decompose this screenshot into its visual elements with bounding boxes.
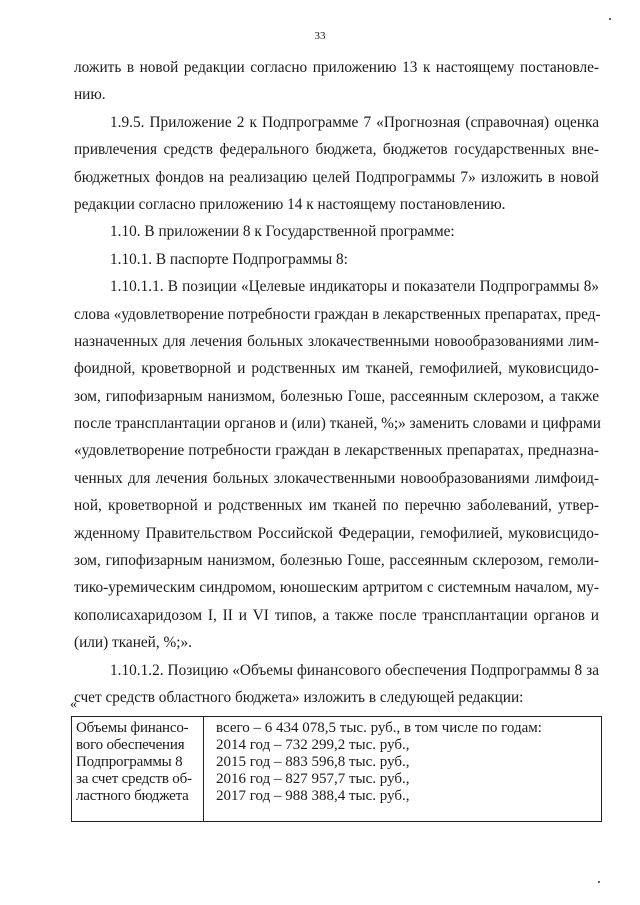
text-line: «удовлетворение потребности граждан в лекарственных препаратах, предназна-	[74, 442, 599, 460]
text-line: (или) тканей, %;».	[74, 634, 192, 652]
label-line: вого обеспечения	[76, 737, 185, 753]
financing-table	[71, 716, 602, 822]
label-line: ластного бюджета	[76, 788, 189, 804]
value-line: 2014 год – 732 299,2 тыс. руб.,	[216, 737, 410, 753]
text-line: ложить в новой редакции согласно приложению 13 к настоящему постановле-	[74, 59, 599, 76]
text-line: зом, гипофизарным нанизмом, болезнью Гоше, рассеянным склерозом, а также	[74, 387, 599, 405]
text-line: кополисахаридозом I, II и VI типов, а также после трансплантации органов и	[74, 606, 599, 624]
text-line: жденному Правительством Российской Федерации, гемофилией, муковисцидо-	[74, 524, 599, 542]
label-line: Объемы финансо-	[76, 720, 189, 736]
body-text	[74, 54, 599, 711]
label-line: за счет средств об-	[76, 771, 192, 787]
value-line: 2016 год – 827 957,7 тыс. руб.,	[216, 771, 410, 787]
text-line: 1.10.1. В паспорте Подпрограммы 8:	[110, 250, 348, 268]
text-line: 1.10.1.1. В позиции «Целевые индикаторы и показатели Подпрограммы 8»	[110, 278, 599, 296]
text-line: ченных для лечения больных злокачественными новообразованиями лимфоид-	[74, 469, 599, 487]
text-line: привлечения средств федерального бюджета, бюджетов государственных вне-	[74, 141, 599, 159]
opening-quote-mark: «	[70, 697, 77, 712]
text-line: редакции согласно приложению 14 к настоящему постановлению.	[74, 195, 506, 213]
text-line: бюджетных фондов на реализацию целей Подпрограммы 7» изложить в новой	[74, 168, 599, 186]
value-line: 2017 год – 988 388,4 тыс. руб.,	[216, 788, 410, 804]
text-line: ной, кроветворной и родственных им тканей по перечню заболеваний, утвер-	[74, 497, 599, 515]
scan-mark	[598, 881, 600, 883]
text-line: назначенных для лечения больных злокачественными новообразованиями лим-	[74, 332, 599, 350]
text-line: фоидной, кроветворной и родственных им тканей, гемофилией, муковисцидо-	[74, 360, 599, 378]
text-line: 1.10. В приложении 8 к Государственной программе:	[110, 223, 455, 241]
text-line: 1.10.1.2. Позицию «Объемы финансового обеспечения Подпрограммы 8 за	[110, 661, 599, 679]
text-line: зом, гипофизарным нанизмом, болезнью Гоше, рассеянным склерозом, гемоли-	[74, 552, 599, 570]
value-line: 2015 год – 883 596,8 тыс. руб.,	[216, 754, 410, 770]
scan-mark	[609, 18, 611, 20]
text-line: нию.	[74, 86, 106, 104]
label-line: Подпрограммы 8	[76, 754, 183, 770]
text-line: после трансплантации органов и (или) тканей, %;» заменить словами и цифрами	[74, 415, 601, 433]
text-line: 1.9.5. Приложение 2 к Подпрограмме 7 «Прогнозная (справочная) оценка	[110, 113, 599, 131]
text-line: тико-уремическим синдромом, юношеским артритом с системным началом, му-	[74, 579, 599, 597]
text-line: слова «удовлетворение потребности граждан в лекарственных препаратах, пред-	[74, 305, 601, 323]
value-line: всего – 6 434 078,5 тыс. руб., в том числе по годам:	[216, 720, 542, 736]
page-number: 33	[314, 30, 326, 42]
table-label-cell	[72, 717, 204, 821]
table-value-cell	[204, 717, 601, 821]
text-line: счет средств областного бюджета» изложить в следующей редакции:	[74, 688, 524, 706]
